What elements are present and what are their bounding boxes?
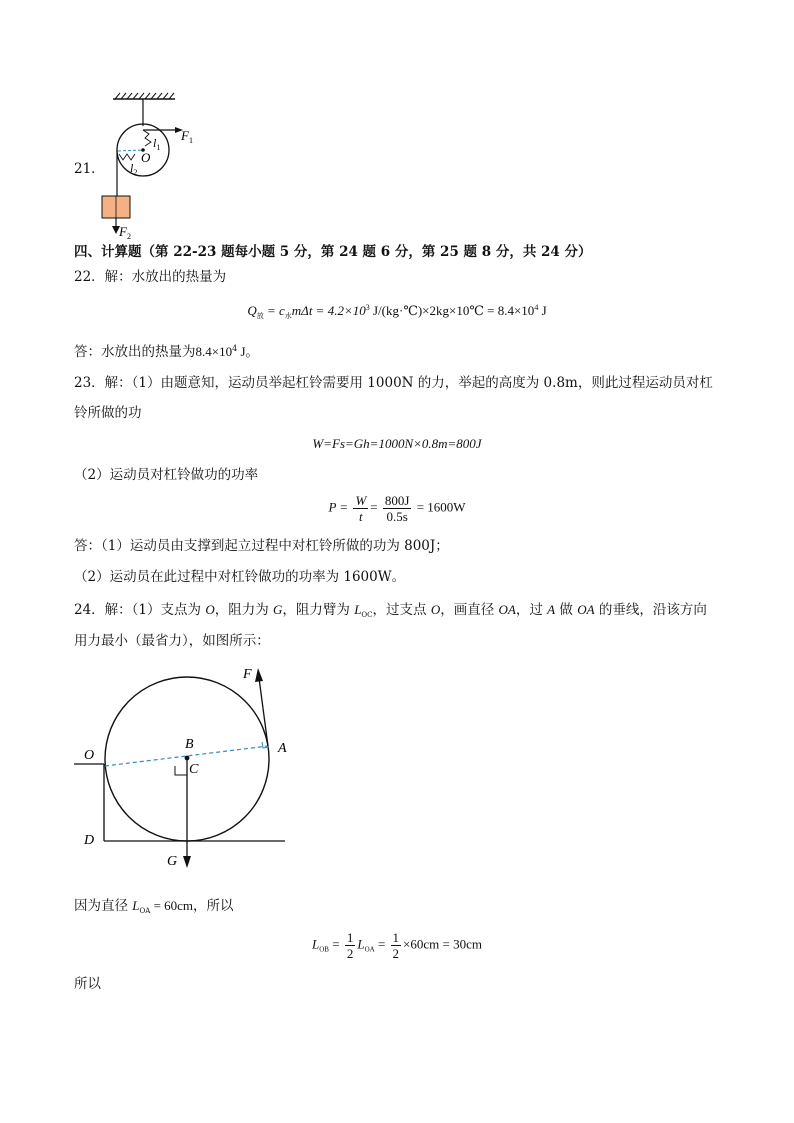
label-F1: $F_1$ [181,128,193,145]
q22-answer: 答：水放出的热量为$8.4\times 10^4$ J。 [74,344,259,360]
q23-line3: （2）运动员对杠铃做功的功率 [74,467,259,483]
q24-so: 所以 [74,976,101,992]
q23-answer2: （2）运动员在此过程中对杠铃做功的功率为 1600W。 [74,569,406,585]
figure-21-pulley-lever [95,90,215,240]
label-F2: $F_2$ [119,224,131,240]
label-G: G [167,854,178,869]
label-A: A [278,741,287,756]
q24-half-equation: $L_{OB}$ = $\frac{1}{2}$ $L_{OA}$ = $\frac{1}{2}$ ×60cm = 30cm [312,930,482,961]
label-O: O [141,150,151,165]
figure-24-circle-lever [70,660,300,875]
q22-equation: $Q_放 = c_水m\Delta t = 4.2\times 10^3$ J/(kg·℃)×2kg×10℃ = $8.4\times 10^4$ J [247,303,547,320]
q23-work-equation: W=Fs=Gh=1000N×0.8m=800J [312,436,482,451]
q22-intro: 22．解：水放出的热量为 [74,269,227,285]
label-O: O [84,748,95,763]
label-D: D [84,833,95,848]
section-title: 四、计算题（第 22-23 题每小题 5 分，第 24 题 6 分，第 25 题 8 分，共 24 分） [74,244,592,260]
label-C: C [189,762,199,777]
label-l2: $l_2$ [130,161,138,177]
q24-diameter-line: 因为直径 $L_{OA} = 60cm$，所以 [74,898,234,915]
label-F: F [243,667,252,682]
q24-line1: 24．解：（1）支点为 O，阻力为 G，阻力臂为 $L_{OC}$，过支点 O，画直径 OA，过 A 做 OA 的垂线，沿该方向 [74,602,707,619]
q24-line2: 用力最小（最省力），如图所示： [74,633,270,649]
label-l1: $l_1$ [153,136,161,152]
label-B: B [185,737,194,752]
q23-line2: 铃所做的功 [74,405,142,421]
q23-line1: 23．解：（1）由题意知，运动员举起杠铃需要用 1000N 的力，举起的高度为 0.8m，则此过程运动员对杠 [74,375,713,391]
q23-answer1: 答：（1）运动员由支撑到起立过程中对杠铃所做的功为 800J； [74,538,449,554]
question-21-number: 21． [74,161,105,177]
q23-power-equation: P = $\frac{W}{t}$ = $\frac{800J}{0.5s}$ = 1600W [328,493,466,524]
